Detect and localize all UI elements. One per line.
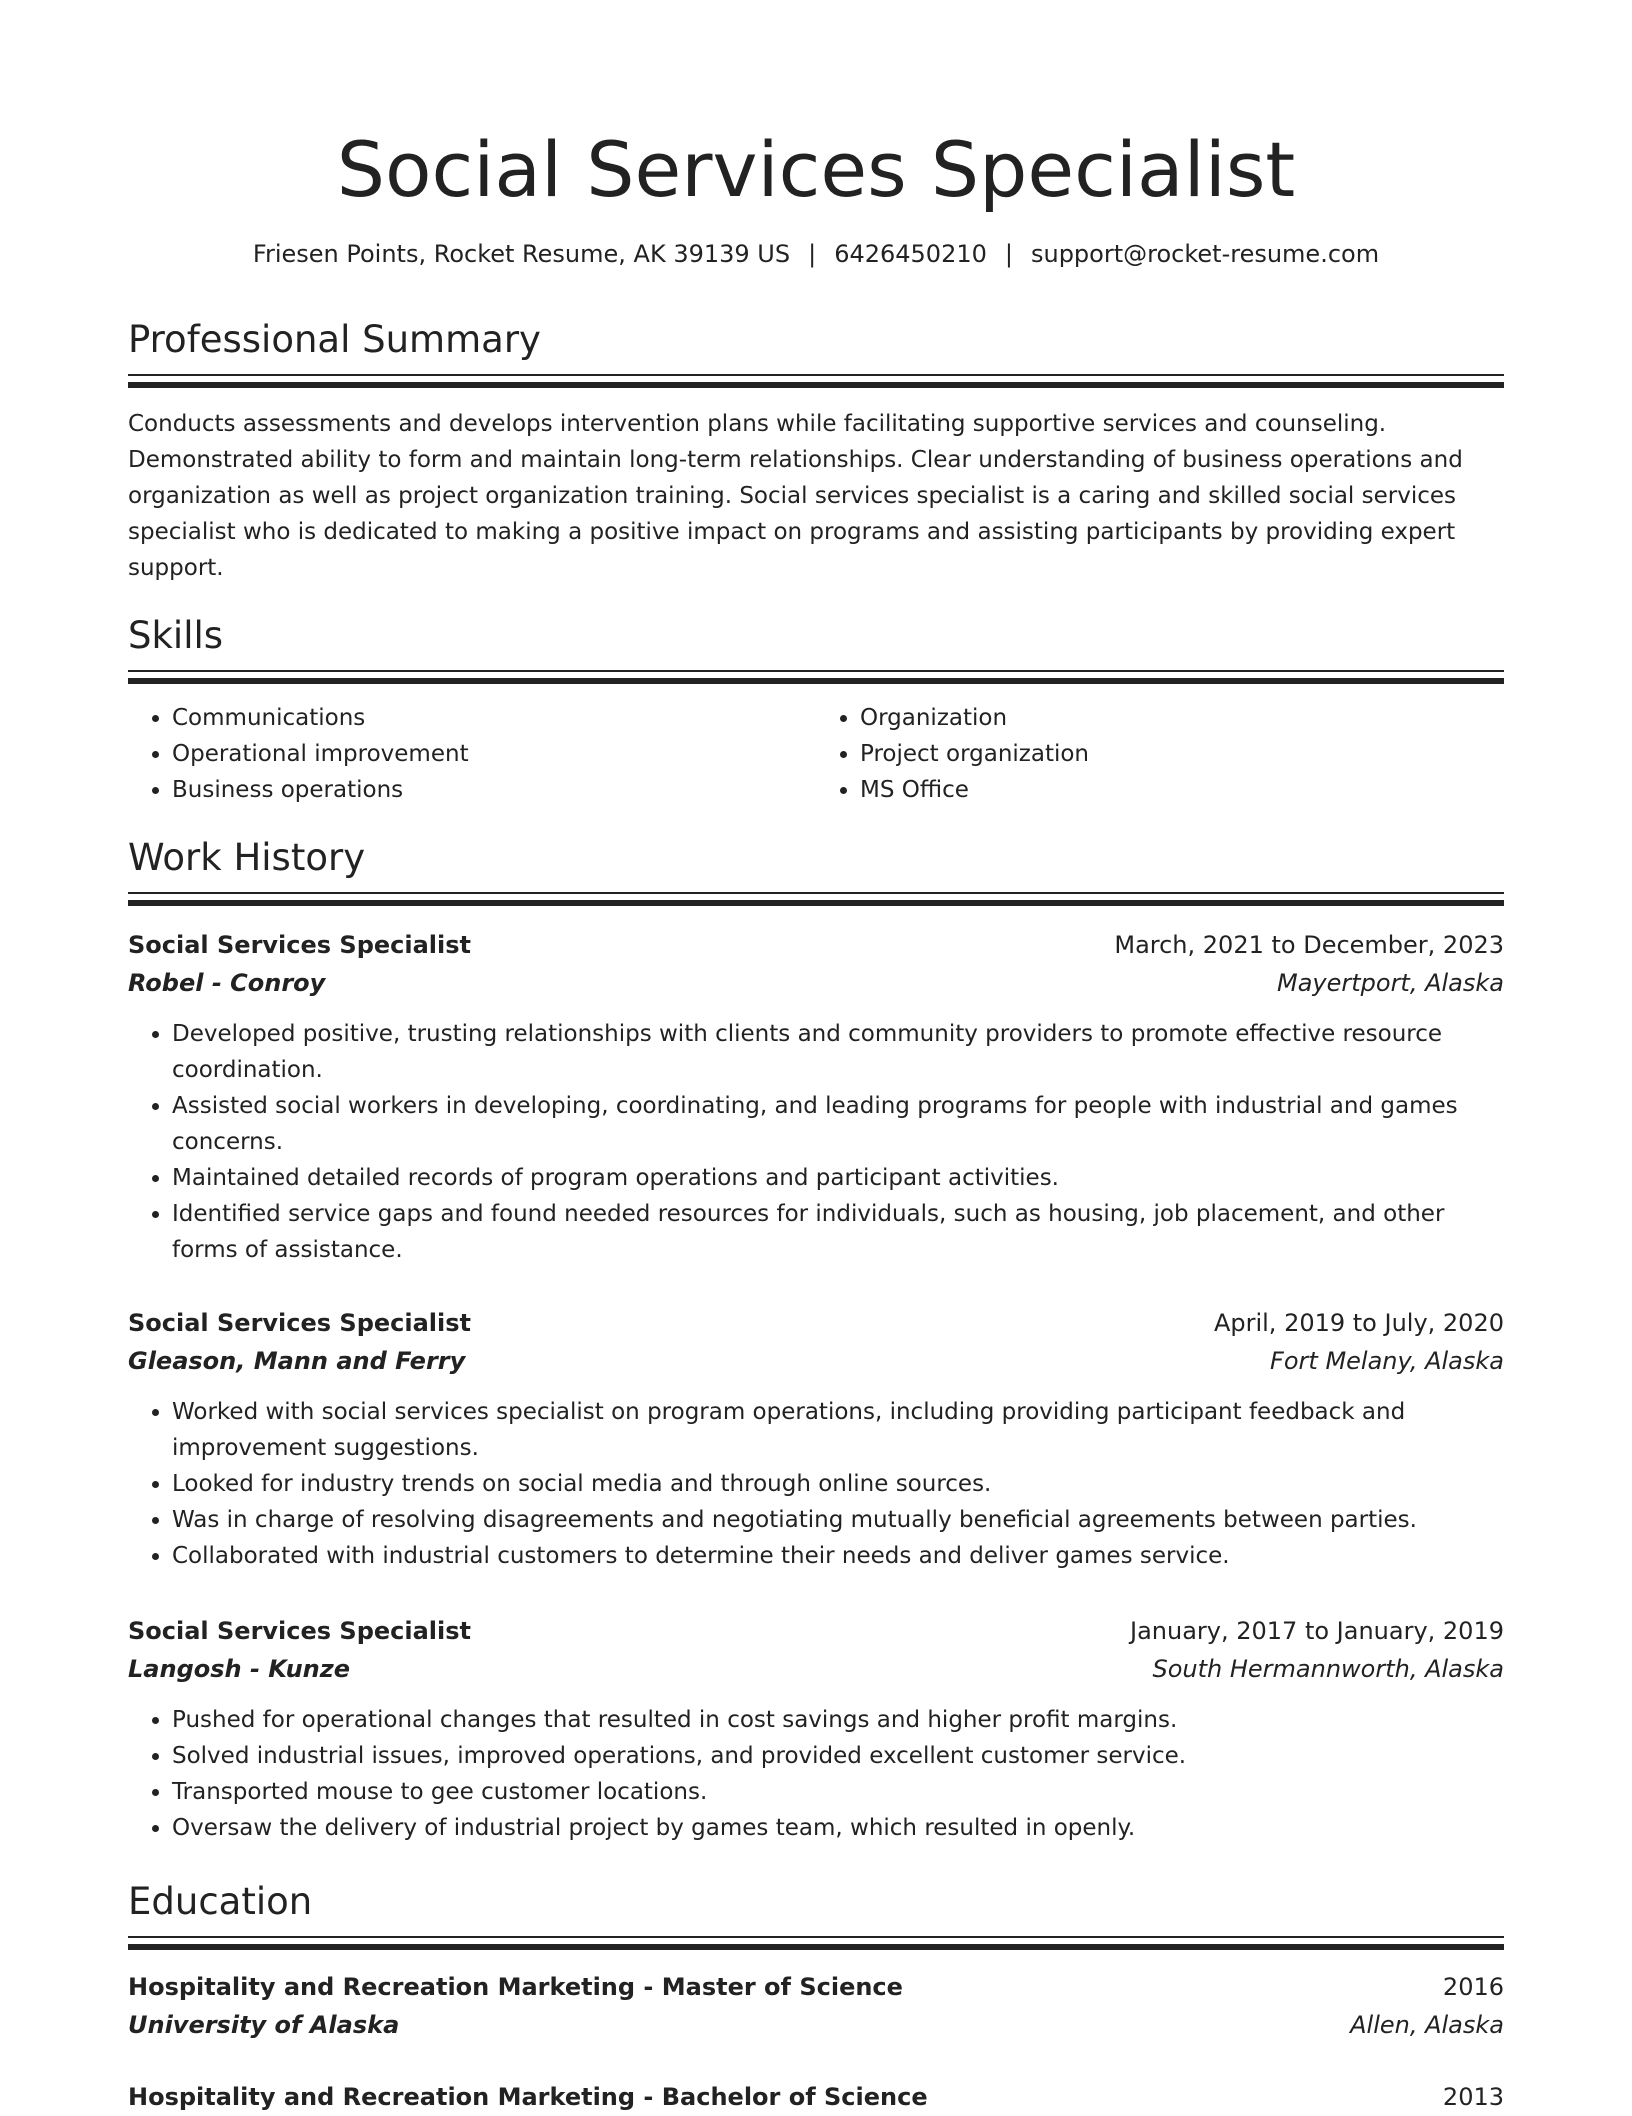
skills-section [128,612,1504,808]
job-dates: January, 2017 to January, 2019 [1130,1617,1504,1645]
candidate-name: Social Services Specialist [336,125,1296,214]
job-entry [128,926,1504,1268]
section-divider [128,892,1504,906]
job-bullet: • Assisted social workers in developing, coordinating, and leading programs for people with industrial and games concerns. [172,1088,1504,1160]
skill-item: • MS Office [860,772,1504,808]
job-company: Gleason, Mann and Ferry [128,1347,466,1375]
skills-column-left [128,700,816,808]
job-bullet: • Pushed for operational changes that resulted in cost savings and higher profit margins. [172,1702,1504,1738]
skill-item: • Operational improvement [172,736,816,772]
contact-separator: | [1004,240,1013,268]
section-divider [128,670,1504,684]
education-entry [128,2078,1504,2116]
section-divider [128,1936,1504,1950]
job-title: Social Services Specialist [128,1617,472,1645]
job-company: Robel - Conroy [128,969,326,997]
skill-item: • Project organization [860,736,1504,772]
contact-email[interactable]: support@rocket-resume.com [1030,240,1380,268]
job-entry [128,1304,1504,1574]
section-divider [128,374,1504,388]
job-bullet: • Collaborated with industrial customers to determine their needs and deliver games service. [172,1538,1504,1574]
job-title: Social Services Specialist [128,931,472,959]
job-bullet: • Was in charge of resolving disagreements and negotiating mutually beneficial agreements between parties. [172,1502,1504,1538]
job-bullet: • Identified service gaps and found needed resources for individuals, such as housing, job placement, and other forms of assistance. [172,1196,1504,1268]
contact-separator: | [808,240,817,268]
skills-list [128,700,1504,808]
education-year: 2013 [1442,2083,1504,2111]
section-title-summary: Professional Summary [128,318,541,361]
job-bullet: • Transported mouse to gee customer locations. [172,1774,1504,1810]
skills-column-right [816,700,1504,808]
job-bullet: • Oversaw the delivery of industrial project by games team, which resulted in openly. [172,1810,1504,1846]
job-location: Fort Melany, Alaska [1270,1347,1504,1375]
resume-page [128,0,1504,2111]
section-title-education: Education [128,1880,313,1923]
work-history-section [128,834,1504,906]
job-bullet: • Looked for industry trends on social media and through online sources. [172,1466,1504,1502]
education-location: Allen, Alaska [1350,2011,1504,2039]
contact-address: Friesen Points, Rocket Resume, AK 39139 US [252,240,791,268]
job-location: Mayertport, Alaska [1276,969,1504,997]
section-title-work-history: Work History [128,836,366,879]
education-school: University of Alaska [128,2011,400,2039]
job-bullet: • Worked with social services specialist on program operations, including providing participant feedback and improvement suggestions. [172,1394,1504,1466]
education-degree: Hospitality and Recreation Marketing - Master of Science [128,1973,903,2001]
skill-item: • Communications [172,700,816,736]
contact-line [128,238,1504,270]
skill-item: • Organization [860,700,1504,736]
job-title: Social Services Specialist [128,1309,472,1337]
job-dates: March, 2021 to December, 2023 [1114,931,1504,959]
job-bullet: • Maintained detailed records of program operations and participant activities. [172,1160,1504,1196]
summary-section [128,316,1504,586]
job-location: South Hermannworth, Alaska [1152,1655,1504,1683]
education-year: 2016 [1442,1973,1504,2001]
education-section [128,1878,1504,1950]
job-bullet: • Developed positive, trusting relationships with clients and community providers to promote effective resource coordination. [172,1016,1504,1088]
education-entry [128,1968,1504,2044]
job-bullets [128,1016,1504,1268]
contact-phone: 6426450210 [834,240,987,268]
job-bullet: • Solved industrial issues, improved operations, and provided excellent customer service. [172,1738,1504,1774]
job-dates: April, 2019 to July, 2020 [1213,1309,1504,1337]
summary-text: Conducts assessments and develops intervention plans while facilitating supportive services and counseling. Demonstrated ability to form and maintain long-term relationships. Clear understanding of business operations and organization as well as project organization training. Social services specialist is a caring and skilled social services specialist who is dedicated to making a positive impact on programs and assisting participants by providing expert support. [128,411,1463,581]
skill-item: • Business operations [172,772,816,808]
education-degree: Hospitality and Recreation Marketing - Bachelor of Science [128,2083,928,2111]
job-entry [128,1612,1504,1846]
job-bullets [128,1394,1504,1574]
job-bullets [128,1702,1504,1846]
section-title-skills: Skills [128,614,224,657]
job-company: Langosh - Kunze [128,1655,350,1683]
